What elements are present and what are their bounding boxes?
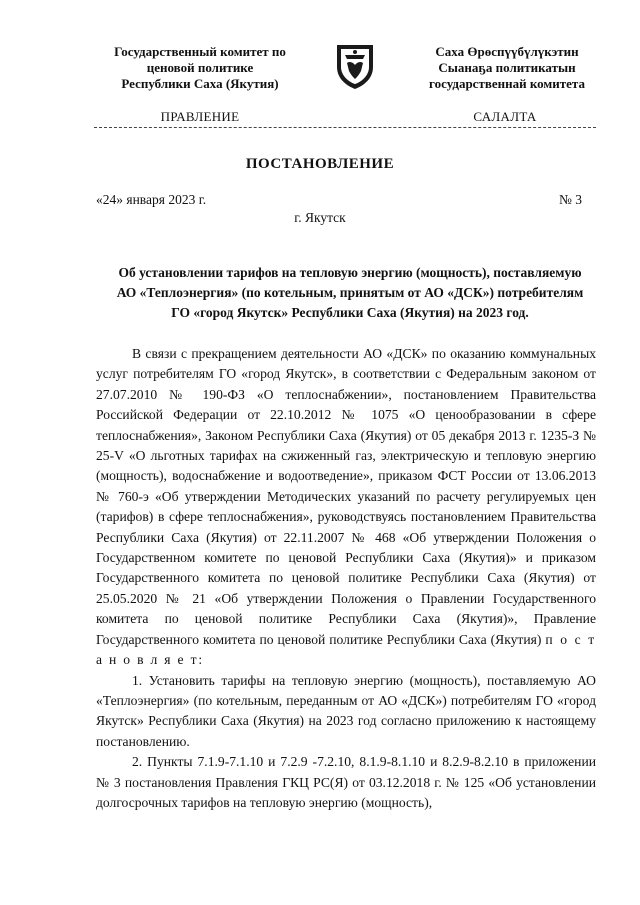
document-number: № 3 [558, 192, 582, 207]
committee-name-line: Республики Саха (Якутия) [121, 76, 279, 91]
committee-name-line: государственнай комитета [429, 76, 585, 91]
subject-line: Об установлении тарифов на тепловую энергию (мощность), поставляемую [118, 265, 582, 280]
document-city: г. Якутск [294, 210, 346, 225]
coat-of-arms-icon [333, 41, 377, 91]
document-subject [95, 263, 605, 323]
resolution-item-1: 1. Установить тарифы на тепловую энергию (мощность), поставляемую АО «Теплоэнергия» (по котельным, переданным от АО «ДСК») потребителям ГО «город Якутск» Республики Саха (Якутия) на 2023 год согласно приложению к настоящему постановлению. [96, 672, 596, 749]
board-label-russian: ПРАВЛЕНИЕ [160, 109, 240, 124]
document-date: «24» января 2023 г. [96, 192, 207, 207]
board-label-yakut: САЛАЛТА [473, 109, 537, 124]
committee-name-line: Государственный комитет по [114, 44, 286, 59]
document-body [96, 344, 596, 813]
committee-name-line: Саха Өрөспүүбүлүкэтин [435, 44, 579, 59]
committee-name-yakut [382, 44, 632, 92]
preamble-paragraph [96, 344, 596, 671]
resolution-item-2: 2. Пункты 7.1.9-7.1.10 и 7.2.9 -7.2.10, 8.1.9-8.1.10 и 8.2.9-8.2.10 в приложении № 3 постановления Правления ГКЦ РС(Я) от 03.12.2018 г. № 125 «Об установлении долгосрочных тарифов на тепловую энергию (мощность), [96, 754, 596, 810]
committee-name-line: Сыанаҕа политикатын [438, 60, 576, 75]
dashed-divider [94, 127, 596, 128]
document-type-title: ПОСТАНОВЛЕНИЕ [245, 156, 395, 172]
resolves-word: п о с т а н о в л я е т: [96, 631, 597, 668]
subject-line: АО «Теплоэнергия» (по котельным, принятым от АО «ДСК») потребителям [116, 285, 584, 300]
committee-name-line: ценовой политике [146, 60, 254, 75]
committee-name-russian [80, 44, 320, 92]
preamble-text: В связи с прекращением деятельности АО «ДСК» по оказанию коммунальных услуг потребителям ГО «город Якутск», в соответствии с Федеральным законом от 27.07.2010 № 190-ФЗ «О теплоснабжении», постановлением Правительства Российской Федерации от 22.10.2012 № 1075 «О ценообразовании в сфере теплоснабжения», Законом Республики Саха (Якутия) от 05 декабря 2013 г. 1235-З № 25-V «О льготных тарифах на сжиженный газ, электрическую и тепловую энергию (мощность), водоснабжение и водоотведение», приказом ФСТ России от 13.06.2013 № 760-э «Об утверждении Методических указаний по расчету регулируемых цен (тарифов) в сфере теплоснабжения», руководствуясь постановлением Правительства Республики Саха (Якутия) от 22.11.2007 № 468 «Об утверждении Положения о Государственном комитете по ценовой Республики Саха (Якутия)» и приказом Государственного комитета по ценовой политике Республики Саха (Якутия) от 25.05.2020 № 21 «Об утверждении Положения о Правлении Государственного комитета по ценовой политике Республики Саха (Якутия)», Правление Государственного комитета по ценовой политике Республики Саха (Якутия) [96, 346, 596, 647]
subject-line: ГО «город Якутск» Республики Саха (Якутия) на 2023 год. [171, 305, 529, 320]
